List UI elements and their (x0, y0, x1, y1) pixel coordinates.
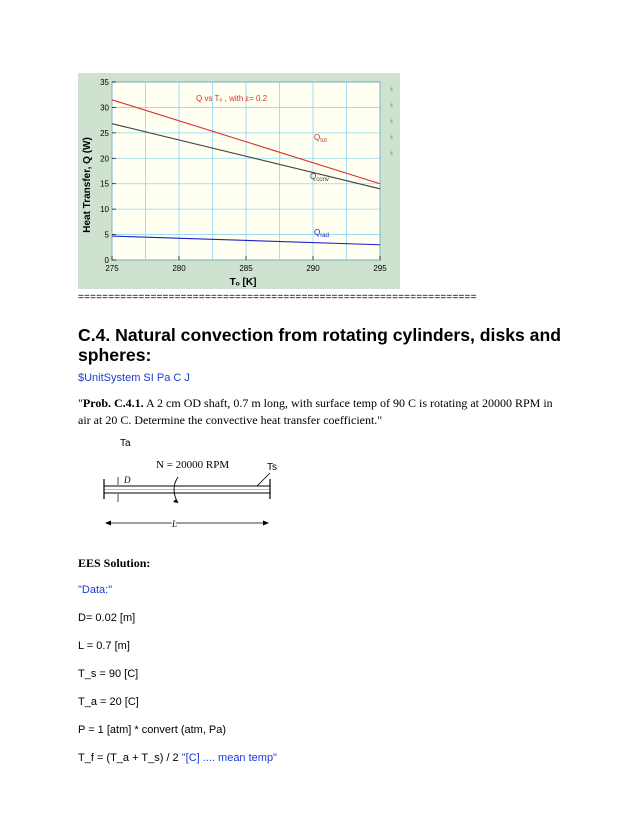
y-tick-label: 10 (100, 205, 109, 215)
svg-text:±: ± (390, 87, 394, 93)
y-tick-label: 15 (100, 179, 109, 189)
diagram-l-label: L (172, 519, 178, 529)
code-line: P = 1 [atm] * convert (atm, Pa) (78, 724, 227, 736)
svg-text:±: ± (390, 103, 394, 109)
diagram-d-label: D (124, 475, 131, 485)
data-comment: "Data:" (78, 584, 113, 596)
series-label-qtot: $Q_{tot}$ (314, 133, 327, 144)
series-label-qrad: $Q_{rad}$ (314, 228, 329, 239)
y-tick-label: 25 (100, 128, 109, 138)
svg-text:±: ± (390, 119, 394, 125)
y-tick-label: 0 (104, 256, 109, 265)
x-tick-label: 280 (172, 264, 186, 273)
svg-text:±: ± (390, 151, 394, 157)
heat-transfer-chart (78, 73, 400, 289)
y-axis-title: Heat Transfer, Q (W) (82, 137, 93, 233)
section-heading: C.4. Natural convection from rotating cylinders, disks and spheres: (78, 325, 561, 365)
problem-text: A 2 cm OD shaft, 0.7 m long, with surface temp of 90 C is rotating at 20000 RPM in air at 20 C. Determine the convective heat transfer coefficient." (78, 396, 553, 427)
code-line-statement: T_f = (T_a + T_s) / 2 (78, 752, 182, 764)
x-axis-title: Tₒ [K] (229, 277, 257, 288)
problem-open-quote: " (78, 396, 83, 410)
code-line: L = 0.7 [m] (78, 640, 130, 652)
y-tick-label: 35 (100, 78, 109, 87)
code-line: T_s = 90 [C] (78, 668, 139, 680)
x-tick-label: 285 (239, 264, 253, 273)
x-tick-label: 290 (306, 264, 320, 273)
y-tick-label: 5 (104, 230, 109, 240)
l-arrow-left (105, 521, 111, 526)
y-tick-label: 30 (100, 103, 109, 113)
diagram-ts-label: Ts (267, 462, 277, 473)
diagram-speed-label: N = 20000 RPM (156, 459, 230, 471)
problem-label: Prob. C.4.1. (82, 396, 144, 410)
svg-text:±: ± (390, 135, 394, 141)
chart-title: Q vs Tₒ , with ε= 0.2 (196, 94, 268, 103)
code-line (78, 752, 277, 764)
code-line: D= 0.02 [m] (78, 612, 136, 624)
code-line: T_a = 20 [C] (78, 696, 139, 708)
x-tick-label: 295 (373, 264, 387, 273)
y-tick-label: 20 (100, 154, 109, 164)
shaft-diagram (92, 433, 292, 533)
series-label-qconv: $Q_{conv}$ (310, 172, 329, 183)
code-line-comment: "[C] .... mean temp" (181, 752, 277, 764)
unit-system-line: $UnitSystem SI Pa C J (78, 372, 190, 384)
separator-line: ================================================================== (78, 292, 477, 303)
solution-title: EES Solution: (78, 556, 151, 570)
l-arrow-right (263, 521, 269, 526)
chart-svg (78, 73, 400, 289)
problem-statement (78, 395, 564, 429)
diagram-ta-label: Ta (120, 438, 131, 449)
x-tick-label: 275 (105, 264, 119, 273)
